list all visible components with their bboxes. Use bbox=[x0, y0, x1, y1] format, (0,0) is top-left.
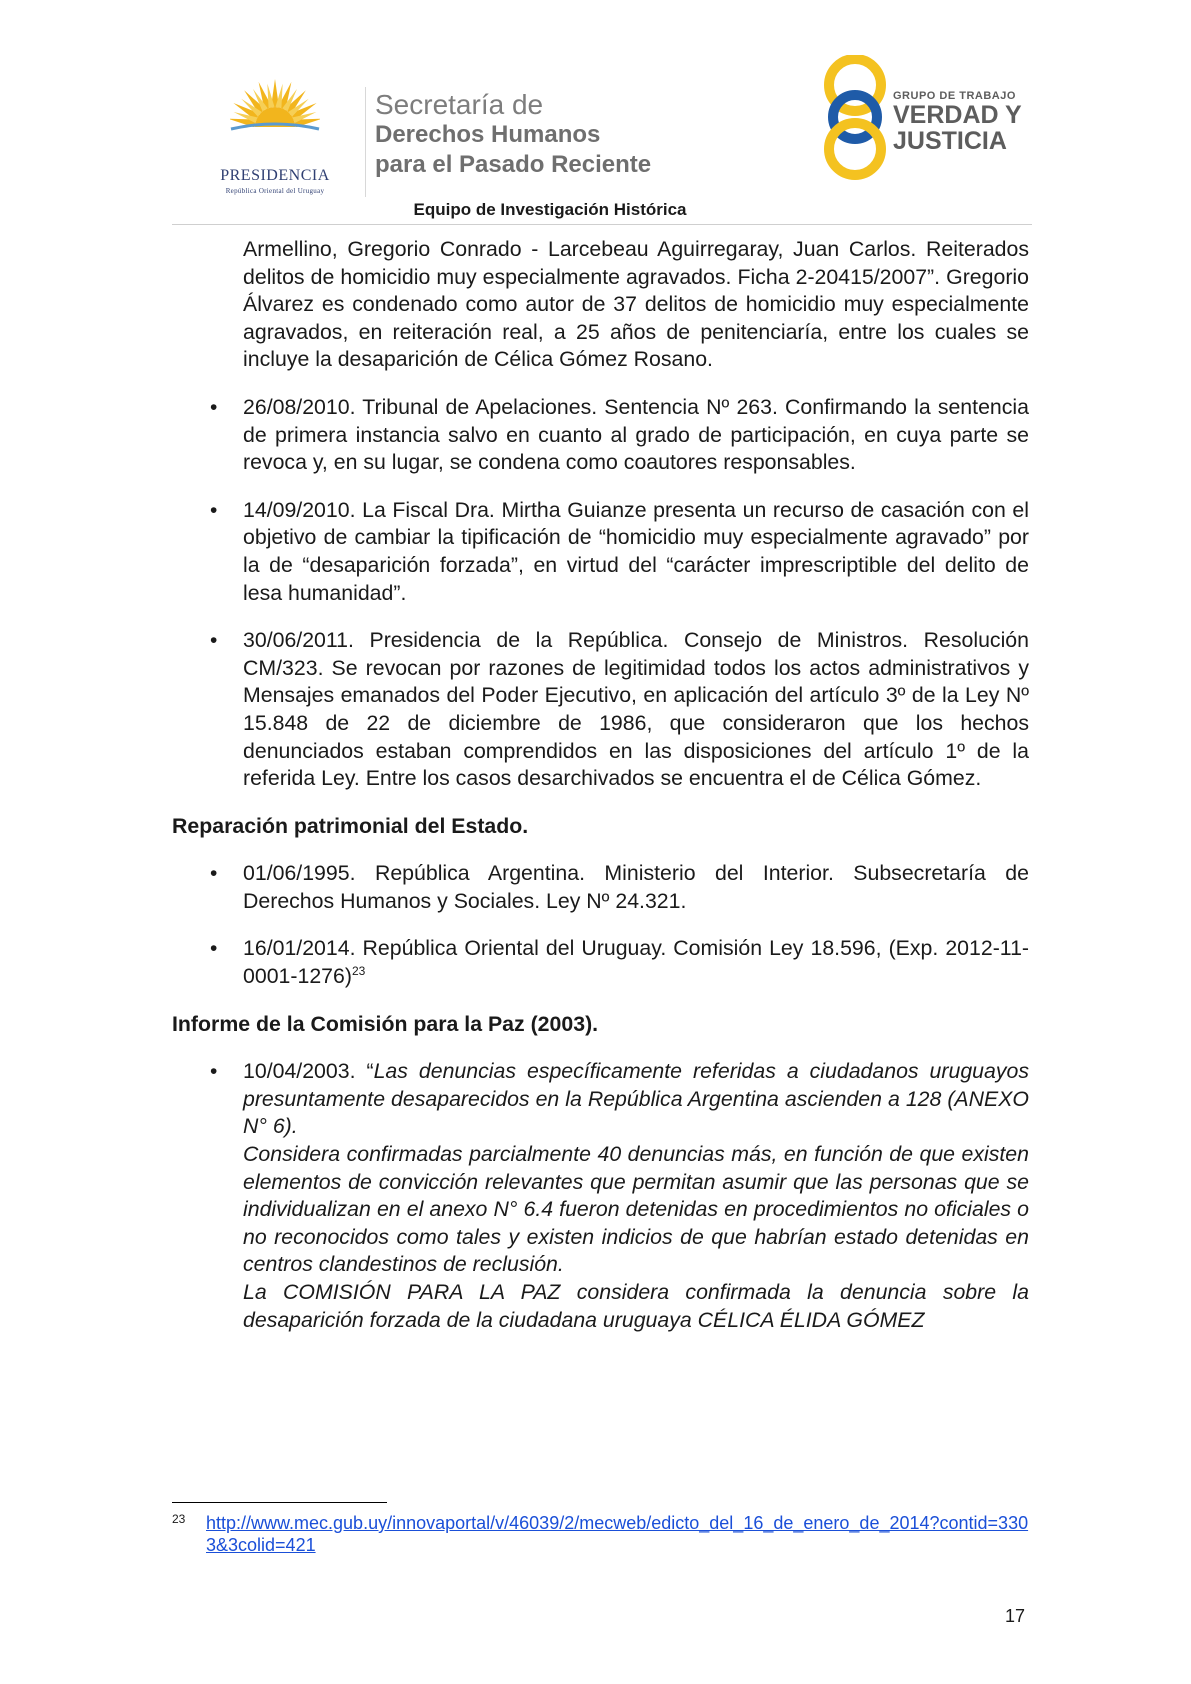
list-item bbox=[172, 1058, 1029, 1334]
list-item bbox=[172, 935, 1029, 990]
bullet-icon: • bbox=[210, 629, 218, 653]
presidencia-logo bbox=[195, 75, 355, 195]
list-item-text: 01/06/1995. República Argentina. Ministerio del Interior. Subsecretaría de Derechos Humanos y Sociales. Ley Nº 24.321. bbox=[243, 861, 1029, 913]
gvj-line-2: JUSTICIA bbox=[893, 127, 1007, 155]
footnote-number: 23 bbox=[172, 1512, 186, 1526]
list-item bbox=[172, 860, 1029, 915]
list-item-text: 26/08/2010. Tribunal de Apelaciones. Sentencia Nº 263. Confirmando la sentencia de primera instancia salvo en cuanto al grado de participación, en cuya parte se revoca y, en su lugar, se condena como coautores responsables. bbox=[243, 394, 1029, 475]
bullet-icon: • bbox=[210, 1060, 218, 1084]
list-item bbox=[172, 394, 1029, 477]
quote-text-3: La COMISIÓN PARA LA PAZ considera confirmada la denuncia sobre la desaparición forzada de la ciudadana uruguaya CÉLICA ÉLIDA GÓMEZ bbox=[243, 1280, 1029, 1332]
list-item-text bbox=[243, 1058, 1029, 1141]
list-item-text bbox=[243, 935, 1029, 990]
secretaria-line-1: Secretaría de bbox=[375, 89, 544, 120]
list-item bbox=[172, 497, 1029, 607]
footnote-link[interactable]: http://www.mec.gub.uy/innovaportal/v/46039/2/mecweb/edicto_del_16_de_enero_de_2014?contid=3303&3colid=421 bbox=[206, 1513, 1029, 1555]
presidencia-name: PRESIDENCIA bbox=[220, 167, 330, 184]
page-number: 17 bbox=[1005, 1606, 1026, 1626]
verdad-justicia-wordmark bbox=[893, 90, 1022, 154]
header-divider bbox=[365, 87, 366, 197]
team-title: Equipo de Investigación Histórica bbox=[413, 200, 687, 219]
verdad-justicia-logo bbox=[820, 55, 1035, 185]
gvj-line-1: VERDAD Y bbox=[893, 101, 1022, 129]
footnote bbox=[172, 1512, 1029, 1556]
footnote-reference[interactable]: 23 bbox=[351, 963, 366, 978]
list-item bbox=[172, 627, 1029, 793]
bullet-icon: • bbox=[210, 395, 218, 419]
section-heading-comision: Informe de la Comisión para la Paz (2003). bbox=[172, 1011, 599, 1036]
quote-text-2: Considera confirmadas parcialmente 40 denuncias más, en función de que existen elementos de convicción relevantes que permitan asumir que las personas que se individualizan en el anexo N° 6.4 fueron detenidas en procedimientos no oficiales o no reconocidos como tales y existen indicios de que habrían estado detenidas en centros clandestinos de reclusión. bbox=[243, 1142, 1029, 1277]
section-heading-reparacion: Reparación patrimonial del Estado. bbox=[172, 813, 529, 838]
gvj-small-label: GRUPO DE TRABAJO bbox=[893, 90, 1016, 102]
bullet-icon: • bbox=[210, 498, 218, 522]
quote-lead: 10/04/2003. “ bbox=[243, 1059, 374, 1084]
bullet-icon: • bbox=[210, 937, 218, 961]
list-item-text: 30/06/2011. Presidencia de la República. Consejo de Ministros. Resolución CM/323. Se revocan por razones de legitimidad todos los actos administrativos y Mensajes emanados del Poder Ejecutivo, en aplicación del artículo 3º de la Ley Nº 15.848 de 22 de diciembre de 1986, que consideraron que los hechos denunciados estaban comprendidos en las disposiciones del artículo 1º de la referida Ley. Entre los casos desarchivados se encuentra el de Célica Gómez. bbox=[243, 628, 1029, 791]
sun-emblem-icon bbox=[230, 75, 320, 170]
quote-text-1: Las denuncias específicamente referidas a ciudadanos uruguayos presuntamente desaparecidos en la República Argentina ascienden a 128 (ANEXO N° 6). bbox=[243, 1059, 1030, 1139]
secretaria-line-2: Derechos Humanos bbox=[375, 121, 601, 148]
continuation-paragraph: Armellino, Gregorio Conrado - Larcebeau Aguirregaray, Juan Carlos. Reiterados delitos de homicidio muy especialmente agravados. Ficha 2-20415/2007”. Gregorio Álvarez es condenado como autor de 37 delitos de homicidio muy especialmente agravados, en reiteración real, a 25 años de penitenciaría, entre los cuales se incluye la desaparición de Célica Gómez Rosano. bbox=[243, 237, 1029, 372]
document-body bbox=[172, 236, 1029, 1334]
header-rule bbox=[172, 224, 1032, 225]
bullet-icon: • bbox=[210, 862, 218, 886]
presidencia-subtitle: República Oriental del Uruguay bbox=[225, 187, 325, 195]
list-item-text-main: 16/01/2014. República Oriental del Uruguay. Comisión Ley 18.596, (Exp. 2012-11-0001-1276) bbox=[243, 936, 1029, 989]
footnote-rule bbox=[172, 1502, 387, 1503]
verdad-justicia-rings-icon bbox=[820, 55, 890, 180]
secretaria-line-3: para el Pasado Reciente bbox=[375, 151, 652, 178]
secretaria-title bbox=[375, 90, 705, 180]
list-item-text: 14/09/2010. La Fiscal Dra. Mirtha Guianze presenta un recurso de casación con el objetivo de cambiar la tipificación de “homicidio muy especialmente agravado” por la de “desaparición forzada”, en virtud del “carácter imprescriptible del delito de lesa humanidad”. bbox=[243, 497, 1029, 605]
